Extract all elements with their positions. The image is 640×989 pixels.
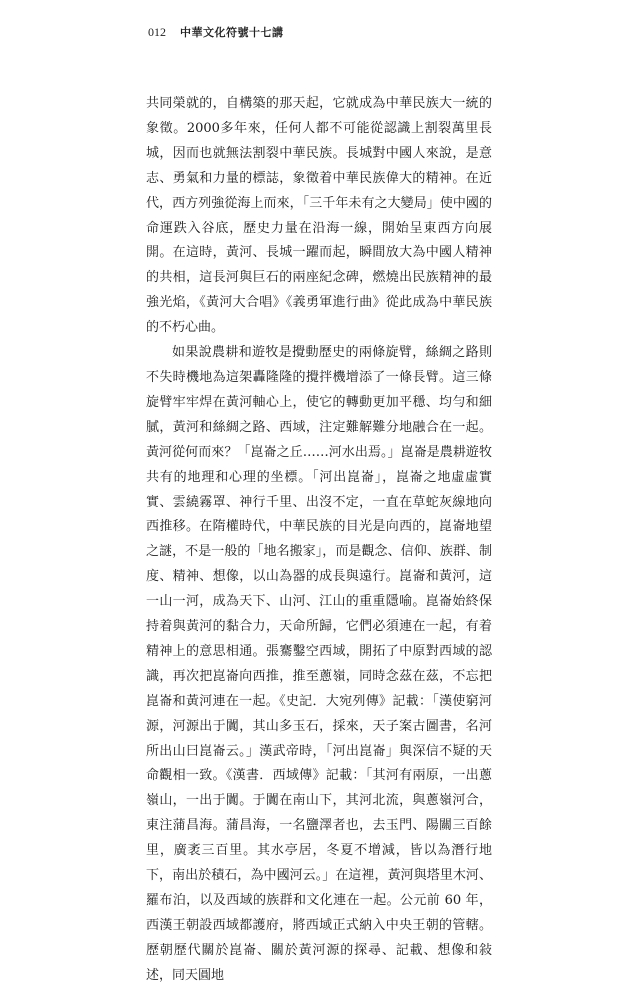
page-number: 012 <box>148 24 166 39</box>
page-header <box>148 22 284 42</box>
running-title: 中華文化符號十七講 <box>180 26 284 39</box>
paragraph-1: 共同榮就的，自構築的那天起，它就成為中華民族大一統的象徵。2000多年來，任何人都不可能從認識上割裂萬里長城，因而也就無法割裂中華民族。長城對中國人來說，是意志、勇氣和力量的標誌，象徵着中華民族偉大的精神。在近代，西方列強從海上而來，「三千年未有之大變局」使中國的命運跌入谷底，歷史力量在沿海一線，開始呈東西方向展開。在這時，黃河、長城一躍而起，瞬間放大為中國人精神的共相，這長河與巨石的兩座紀念碑，燃燒出民族精神的最強光焰，《黃河大合唱》《義勇軍進行曲》從此成為中華民族的不朽心曲。 <box>146 96 492 336</box>
body-text <box>146 92 492 989</box>
paragraph-2: 如果說農耕和遊牧是攪動歷史的兩條旋臂，絲綢之路則不失時機地為這架轟隆隆的攪拌機增添了一條長臂。這三條旋臂牢牢焊在黃河軸心上，使它的轉動更加平穩、均勻和細膩，黃河和絲綢之路、西域，注定難解難分地融合在一起。黃河從何而來？「崑崙之丘……河水出焉。」崑崙是農耕遊牧共有的地理和心理的坐標。「河出崑崙」，崑崙之地虛虛實實、雲繞霧罩、神行千里、出沒不定，一直在草蛇灰線地向西推移。在隋權時代，中華民族的目光是向西的，崑崙地望之謎，不是一般的「地名搬家」，而是觀念、信仰、族群、制度、精神、想像，以山為器的成長與遠行。崑崙和黃河，這一山一河，成為天下、山河、江山的重重隱喻。崑崙始終保持着與黃河的黏合力，天命所歸，它們必須連在一起，有着精神上的意思相通。張騫鑿空西域，開拓了中原對西域的認識，再次把崑崙向西推，推至蔥嶺，同時念茲在茲，不忘把崑崙和黃河連在一起。《史記．大宛列傳》記載：「漢使窮河源，河源出于闐，其山多玉石，採來，天子案古圖書，名河所出山曰崑崙云。」漢武帝時，「河出崑崙」與深信不疑的天命觀相一致。《漢書．西域傳》記載：「其河有兩原，一出蔥嶺山，一出于闐。于闐在南山下，其河北流，與蔥嶺河合，東注蒲昌海。蒲昌海，一名鹽澤者也，去玉門、陽關三百餘里，廣袤三百里。其水亭居，冬夏不增減，皆以為潛行地下，南出於積石，為中國河云。」在這裡，黃河與塔里木河、羅布泊，以及西域的族群和文化連在一起。公元前 60 年，西漢王朝設西域都護府，將西域正式納入中央王朝的管轄。歷朝歷代關於崑崙、關於黃河源的探尋、記載、想像和敍述，同天圓地 <box>146 345 492 983</box>
